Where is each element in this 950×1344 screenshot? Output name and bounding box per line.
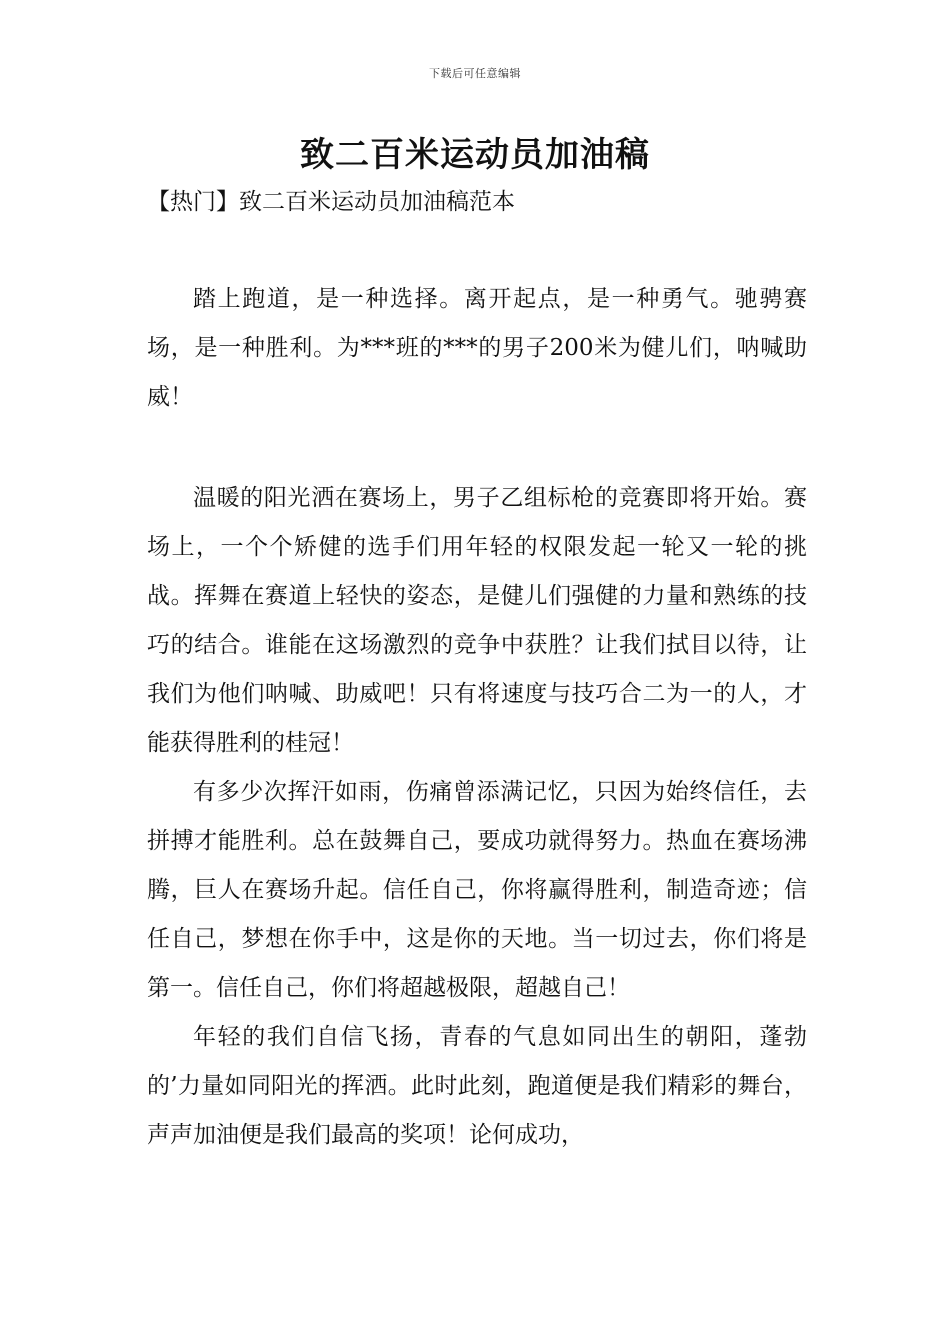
paragraph-1: 踏上跑道，是一种选择。离开起点，是一种勇气。驰骋赛场，是一种胜利。为***班的***的男子200米为健儿们，呐喊助威！ xyxy=(147,286,807,410)
paragraph-2: 温暖的阳光洒在赛场上，男子乙组标枪的竞赛即将开始。赛场上，一个个矫健的选手们用年轻的权限发起一轮又一轮的挑战。挥舞在赛道上轻快的姿态，是健儿们强健的力量和熟练的技巧的结合。谁能在这场激烈的竞争中获胜？让我们拭目以待，让我们为他们呐喊、助威吧！只有将速度与技巧合二为一的人，才能获得胜利的桂冠！ xyxy=(147,485,807,756)
document-subtitle: 【热门】致二百米运动员加油稿范本 xyxy=(147,189,515,215)
header-note: 下载后可任意编辑 xyxy=(429,67,521,80)
paragraph-3: 有多少次挥汗如雨，伤痛曾添满记忆，只因为始终信任，去拼搏才能胜利。总在鼓舞自己，要成功就得努力。热血在赛场沸腾，巨人在赛场升起。信任自己，你将赢得胜利，制造奇迹；信任自己，梦想在你手中，这是你的天地。当一切过去，你们将是第一。信任自己，你们将超越极限，超越自己！ xyxy=(147,779,807,1001)
document-title: 致二百米运动员加油稿 xyxy=(300,135,650,175)
paragraph-block-2 xyxy=(147,474,807,1160)
paragraph-block-1 xyxy=(147,275,807,422)
paragraph-4: 年轻的我们自信飞扬，青春的气息如同出生的朝阳，蓬勃的’力量如同阳光的挥洒。此时此刻，跑道便是我们精彩的舞台，声声加油便是我们最高的奖项！论何成功， xyxy=(147,1024,807,1148)
